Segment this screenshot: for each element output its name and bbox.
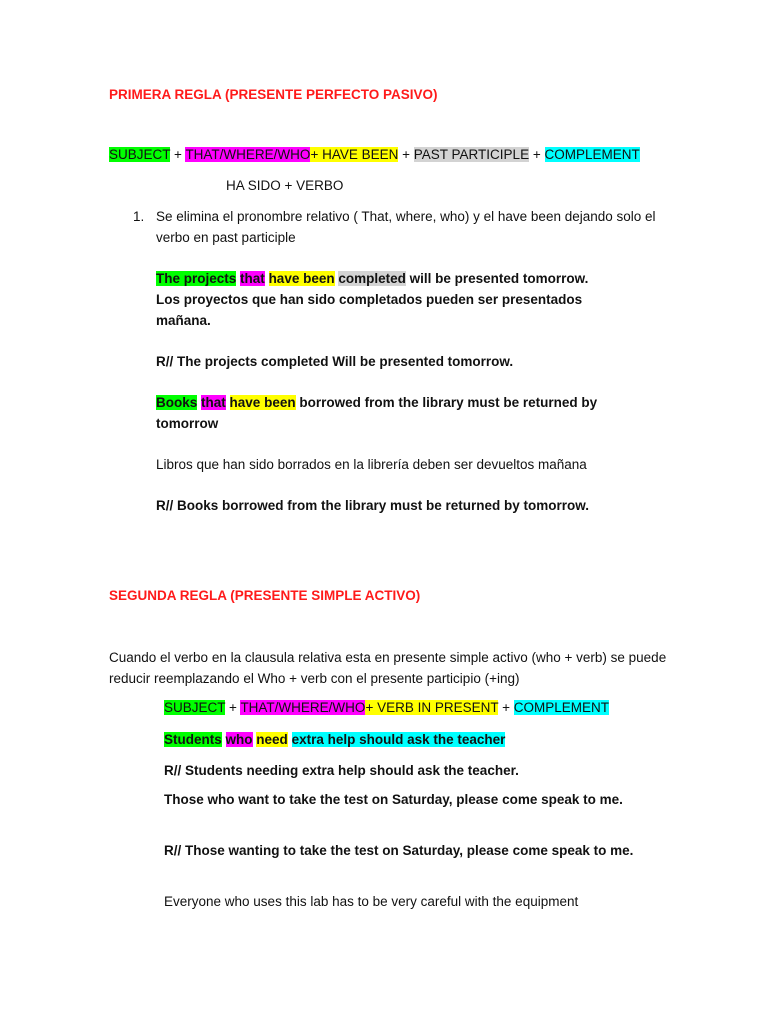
example-relative: who <box>225 732 253 747</box>
rule2-intro: Cuando el verbo en la clausula relativa esta en presente simple activo (who + verb) se puede reducir reemplazando el Who + verb con el presente participio (+ing) <box>109 650 667 686</box>
example-have-been: have been <box>268 271 335 286</box>
rule1-example2 <box>156 392 646 434</box>
rule2-example2-answer: R// Those wanting to take the test on Saturday, please come speak to me. <box>164 843 634 858</box>
example-rest: borrowed from the library must be returned by tomorrow <box>156 395 598 431</box>
formula-have-been: + HAVE BEEN <box>310 147 399 162</box>
example-complement: extra help should ask the teacher <box>291 732 506 747</box>
example-participle: completed <box>338 271 406 286</box>
example-subject: Books <box>156 395 198 410</box>
rule2-example1-answer: R// Students needing extra help should ask the teacher. <box>164 763 519 778</box>
example-relative: that <box>201 395 226 410</box>
example-verb: need <box>256 732 288 747</box>
example-rest: will be presented tomorrow. <box>409 271 589 286</box>
rule1-example1-answer: R// The projects completed Will be presented tomorrow. <box>156 354 514 369</box>
formula-plus: + <box>229 700 237 715</box>
rule2-example1 <box>164 729 505 750</box>
formula-past-participle: PAST PARTICIPLE <box>413 147 530 162</box>
rule1-list-text: Se elimina el pronombre relativo ( That, where, who) y el have been dejando solo el verbo en past participle <box>156 209 656 245</box>
rule2-heading: SEGUNDA REGLA (PRESENTE SIMPLE ACTIVO) <box>109 588 421 603</box>
formula-plus: + <box>402 147 411 162</box>
rule2-example2: Those who want to take the test on Saturday, please come speak to me. <box>164 792 623 807</box>
formula-subject: SUBJECT <box>164 700 226 715</box>
list-number: 1. <box>133 209 145 224</box>
rule1-heading: PRIMERA REGLA (PRESENTE PERFECTO PASIVO) <box>109 87 438 102</box>
formula-complement: COMPLEMENT <box>513 700 610 715</box>
rule1-formula <box>109 147 640 162</box>
formula-subject: SUBJECT <box>109 147 171 162</box>
rule1-example2-answer: R// Books borrowed from the library must be returned by tomorrow. <box>156 498 590 513</box>
rule1-example1-translation: Los proyectos que han sido completados pueden ser presentados mañana. <box>156 292 583 328</box>
rule1-note: HA SIDO + VERBO <box>226 178 344 193</box>
formula-plus: + <box>174 147 182 162</box>
formula-plus: + <box>532 147 541 162</box>
formula-relative: THAT/WHERE/WHO <box>240 700 366 715</box>
rule1-example2-translation: Libros que han sido borrados en la librería deben ser devueltos mañana <box>156 457 587 472</box>
rule2-example3: Everyone who uses this lab has to be very careful with the equipment <box>164 894 579 909</box>
rule1-example1 <box>156 268 656 289</box>
formula-plus: + <box>502 700 511 715</box>
example-subject: The projects <box>156 271 237 286</box>
formula-verb: + VERB IN PRESENT <box>365 700 499 715</box>
example-have-been: have been <box>229 395 296 410</box>
formula-relative: THAT/WHERE/WHO <box>185 147 311 162</box>
example-subject: Students <box>164 732 222 747</box>
formula-complement: COMPLEMENT <box>544 147 640 162</box>
rule2-formula <box>164 700 609 715</box>
example-relative: that <box>240 271 265 286</box>
